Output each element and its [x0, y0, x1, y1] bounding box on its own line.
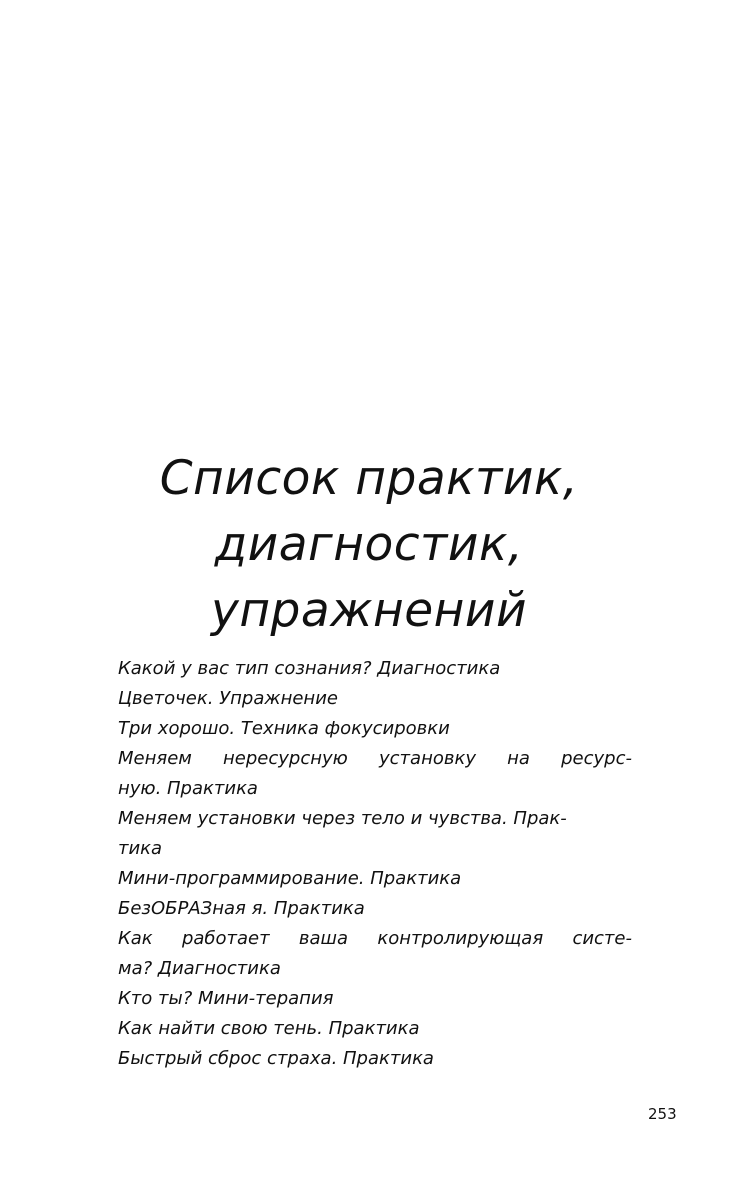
list-item: тика	[118, 838, 163, 859]
title-line: диагностик,	[214, 517, 524, 572]
page-number: 253	[648, 1105, 677, 1123]
list-item: Три хорошо. Техника фокусировки	[118, 718, 450, 739]
list-item: Как работает ваша контролирующая систе-	[118, 928, 632, 949]
list-item: ма? Диагностика	[118, 958, 281, 979]
practice-list	[118, 654, 632, 1074]
title-line: Список практик,	[159, 451, 579, 506]
list-item: Цветочек. Упражнение	[118, 688, 338, 709]
list-item: Кто ты? Мини-терапия	[118, 988, 334, 1009]
list-item: Быстрый сброс страха. Практика	[118, 1048, 434, 1069]
list-item: БезОБРАЗная я. Практика	[118, 898, 365, 919]
title-line: упражнений	[211, 583, 527, 638]
list-item: Мини-программирование. Практика	[118, 868, 462, 889]
list-item: Какой у вас тип сознания? Диагностика	[118, 658, 501, 679]
list-item: ную. Практика	[118, 778, 258, 799]
list-item: Меняем нересурсную установку на ресурс-	[118, 748, 632, 769]
list-item: Меняем установки через тело и чувства. Прак-	[118, 808, 567, 829]
page-title	[60, 446, 678, 644]
list-item: Как найти свою тень. Практика	[118, 1018, 420, 1039]
